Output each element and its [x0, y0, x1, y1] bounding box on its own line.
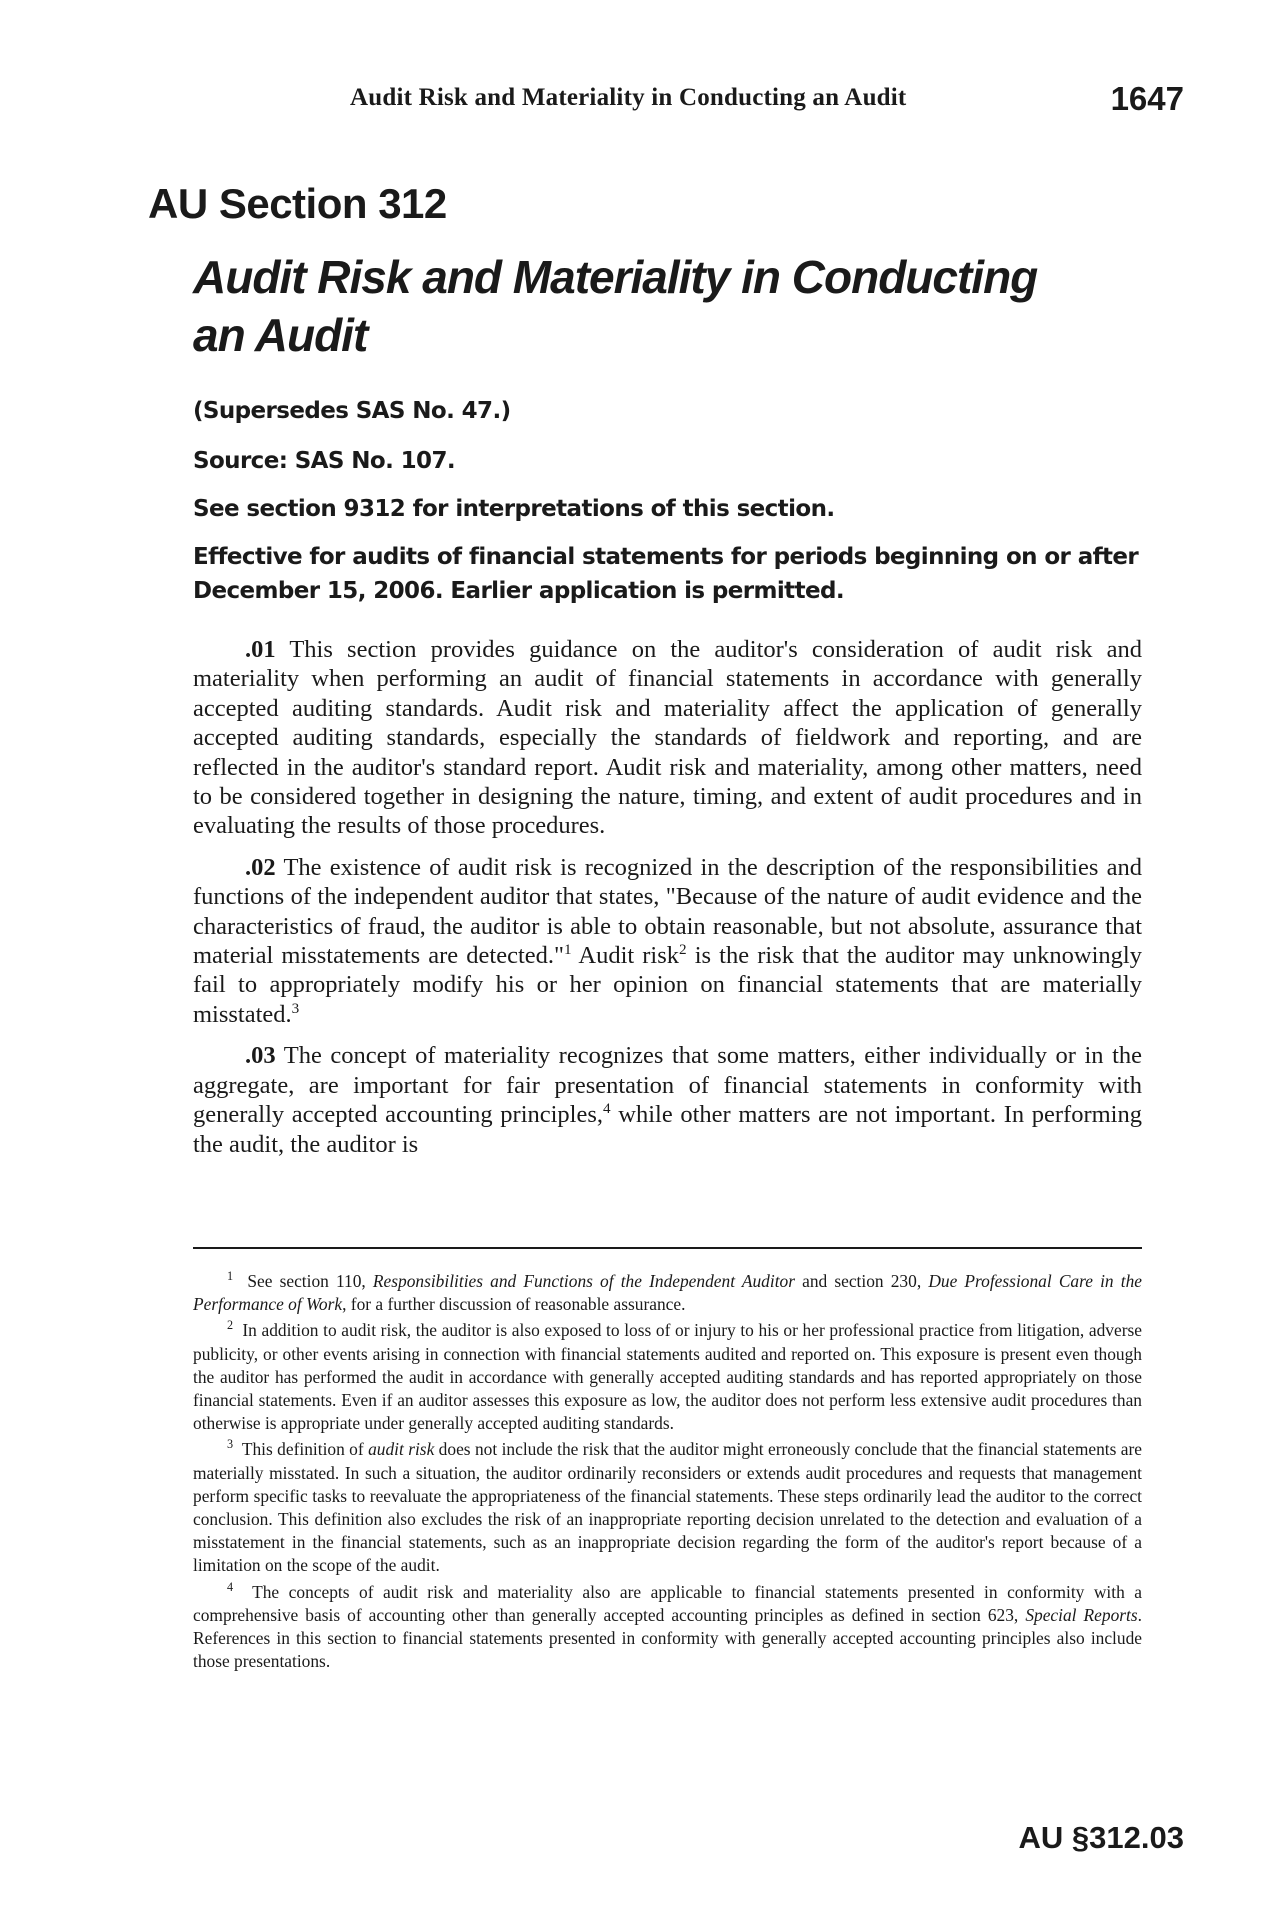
footnote-term: audit risk: [368, 1439, 435, 1460]
paragraph-03: [193, 1041, 1142, 1159]
footnote-ref: 3: [291, 999, 300, 1017]
paragraph-text: while other matters are not important. In performing the audit, the auditor is: [193, 1101, 1142, 1158]
section-label: AU Section 312: [148, 180, 447, 227]
paragraph-01: [193, 635, 1142, 841]
page-number: 1647: [1110, 80, 1184, 117]
paragraph-02: [193, 853, 1142, 1029]
footnote-text: See section 110,: [247, 1271, 373, 1291]
footnote-marker: 1: [227, 1269, 234, 1284]
paragraph-text: The existence of audit risk is recognized in the description of the responsibilities and functions of the independent auditor that states, "Because of the nature of audit evidence and the characteristics of fraud, the auditor is able to obtain reasonable, but not absolute, assurance that material misstatements are detected.": [193, 853, 1142, 970]
paragraph-text: is the risk that the auditor may unknowingly fail to appropriately modify his or her opinion on financial statements that are materially misstated.: [193, 942, 1142, 1028]
footnote-ref: 2: [679, 940, 687, 958]
footnote-text: does not include the risk that the auditor might erroneously conclude that the financial statements are materially misstated. In such a situation, the auditor ordinarily reconsiders or extends audit procedures and requests that management perform specific tasks to reevaluate the appropriateness of the financial statements. These steps ordinarily lead the auditor to the correct conclusion. This definition also excludes the risk of an inappropriate reporting decision unrelated to the detection and evaluation of a misstatement in the financial statements, such as an inappropriate decision regarding the form of the auditor's report because of a limitation on the scope of the audit.: [193, 1439, 1142, 1576]
running-title: Audit Risk and Materiality in Conducting an Audit: [350, 84, 907, 111]
footnote-text: In addition to audit risk, the auditor is also exposed to loss of or injury to his or her professional practice from litigation, adverse publicity, or other events arising in connection with financial statements audited and reported on. This exposure is present even though the auditor has performed the audit in accordance with generally accepted auditing standards and has reported appropriately on those financial statements. Even if an auditor assesses this exposure as low, the auditor does not perform less extensive audit procedures than otherwise is appropriate under generally accepted auditing standards.: [193, 1320, 1142, 1434]
section-title: Audit Risk and Materiality in Conducting an Audit: [193, 251, 1038, 361]
effective-date-note: Effective for audits of financial statements for periods beginning on or after December 15, 2006. Earlier application is permitted.: [193, 544, 1139, 604]
paragraph-text: This section provides guidance on the auditor's consideration of audit risk and materiality when performing an audit of financial statements in accordance with generally accepted auditing standards. Audit risk and materiality affect the application of generally accepted auditing standards, especially the standards of fieldwork and reporting, and are reflected in the auditor's standard report. Audit risk and materiality, among other matters, need to be considered together in designing the nature, timing, and extent of audit procedures and in evaluating the results of those procedures.: [193, 636, 1143, 840]
interpretations-note: See section 9312 for interpretations of this section.: [193, 496, 835, 522]
footnote-text: and section 230,: [794, 1271, 929, 1291]
paragraph-number: .02: [245, 853, 276, 881]
source-note: Source: SAS No. 107.: [193, 448, 456, 474]
footnote-text: . References in this section to financial statements presented in conformity with generally accepted accounting principles also include those presentations.: [193, 1604, 1142, 1672]
footnote-text: The concepts of audit risk and materiality also are applicable to financial statements presented in conformity with a comprehensive basis of accounting other than generally accepted accounting principles as defined in section 623,: [193, 1581, 1143, 1625]
paragraph-text: Audit risk: [571, 942, 680, 970]
footnote-marker: 3: [227, 1437, 234, 1452]
footnote-marker: 4: [227, 1579, 234, 1594]
body-text: [193, 635, 1142, 1171]
running-head: [0, 80, 1280, 120]
footnote-2: [193, 1319, 1142, 1435]
footnote-text: This definition of: [241, 1439, 369, 1460]
paragraph-text: The concept of materiality recognizes that some matters, either individually or in the aggregate, are important for fair presentation of financial statements in conformity with generally accepted accounting principles,: [193, 1042, 1142, 1129]
footnote-divider: [193, 1247, 1142, 1249]
footnote-ref: 4: [603, 1099, 611, 1117]
footnote-ref: 1: [564, 940, 572, 958]
footnote-citation: Due Professional Care in the Performance of Work: [193, 1271, 1142, 1315]
footnote-text: , for a further discussion of reasonable assurance.: [342, 1294, 686, 1315]
footnote-4: [193, 1581, 1142, 1674]
footnote-citation: Special Reports: [1025, 1604, 1138, 1625]
footnote-3: [193, 1438, 1142, 1577]
paragraph-number: .01: [245, 636, 276, 663]
footer-section-ref: AU §312.03: [1018, 1820, 1184, 1855]
footnote-1: [193, 1270, 1142, 1316]
footnote-marker: 2: [227, 1318, 234, 1333]
supersedes-note: (Supersedes SAS No. 47.): [193, 398, 511, 424]
paragraph-number: .03: [245, 1042, 276, 1070]
footnotes: [193, 1270, 1142, 1676]
footnote-citation: Responsibilities and Functions of the Independent Auditor: [372, 1271, 795, 1291]
